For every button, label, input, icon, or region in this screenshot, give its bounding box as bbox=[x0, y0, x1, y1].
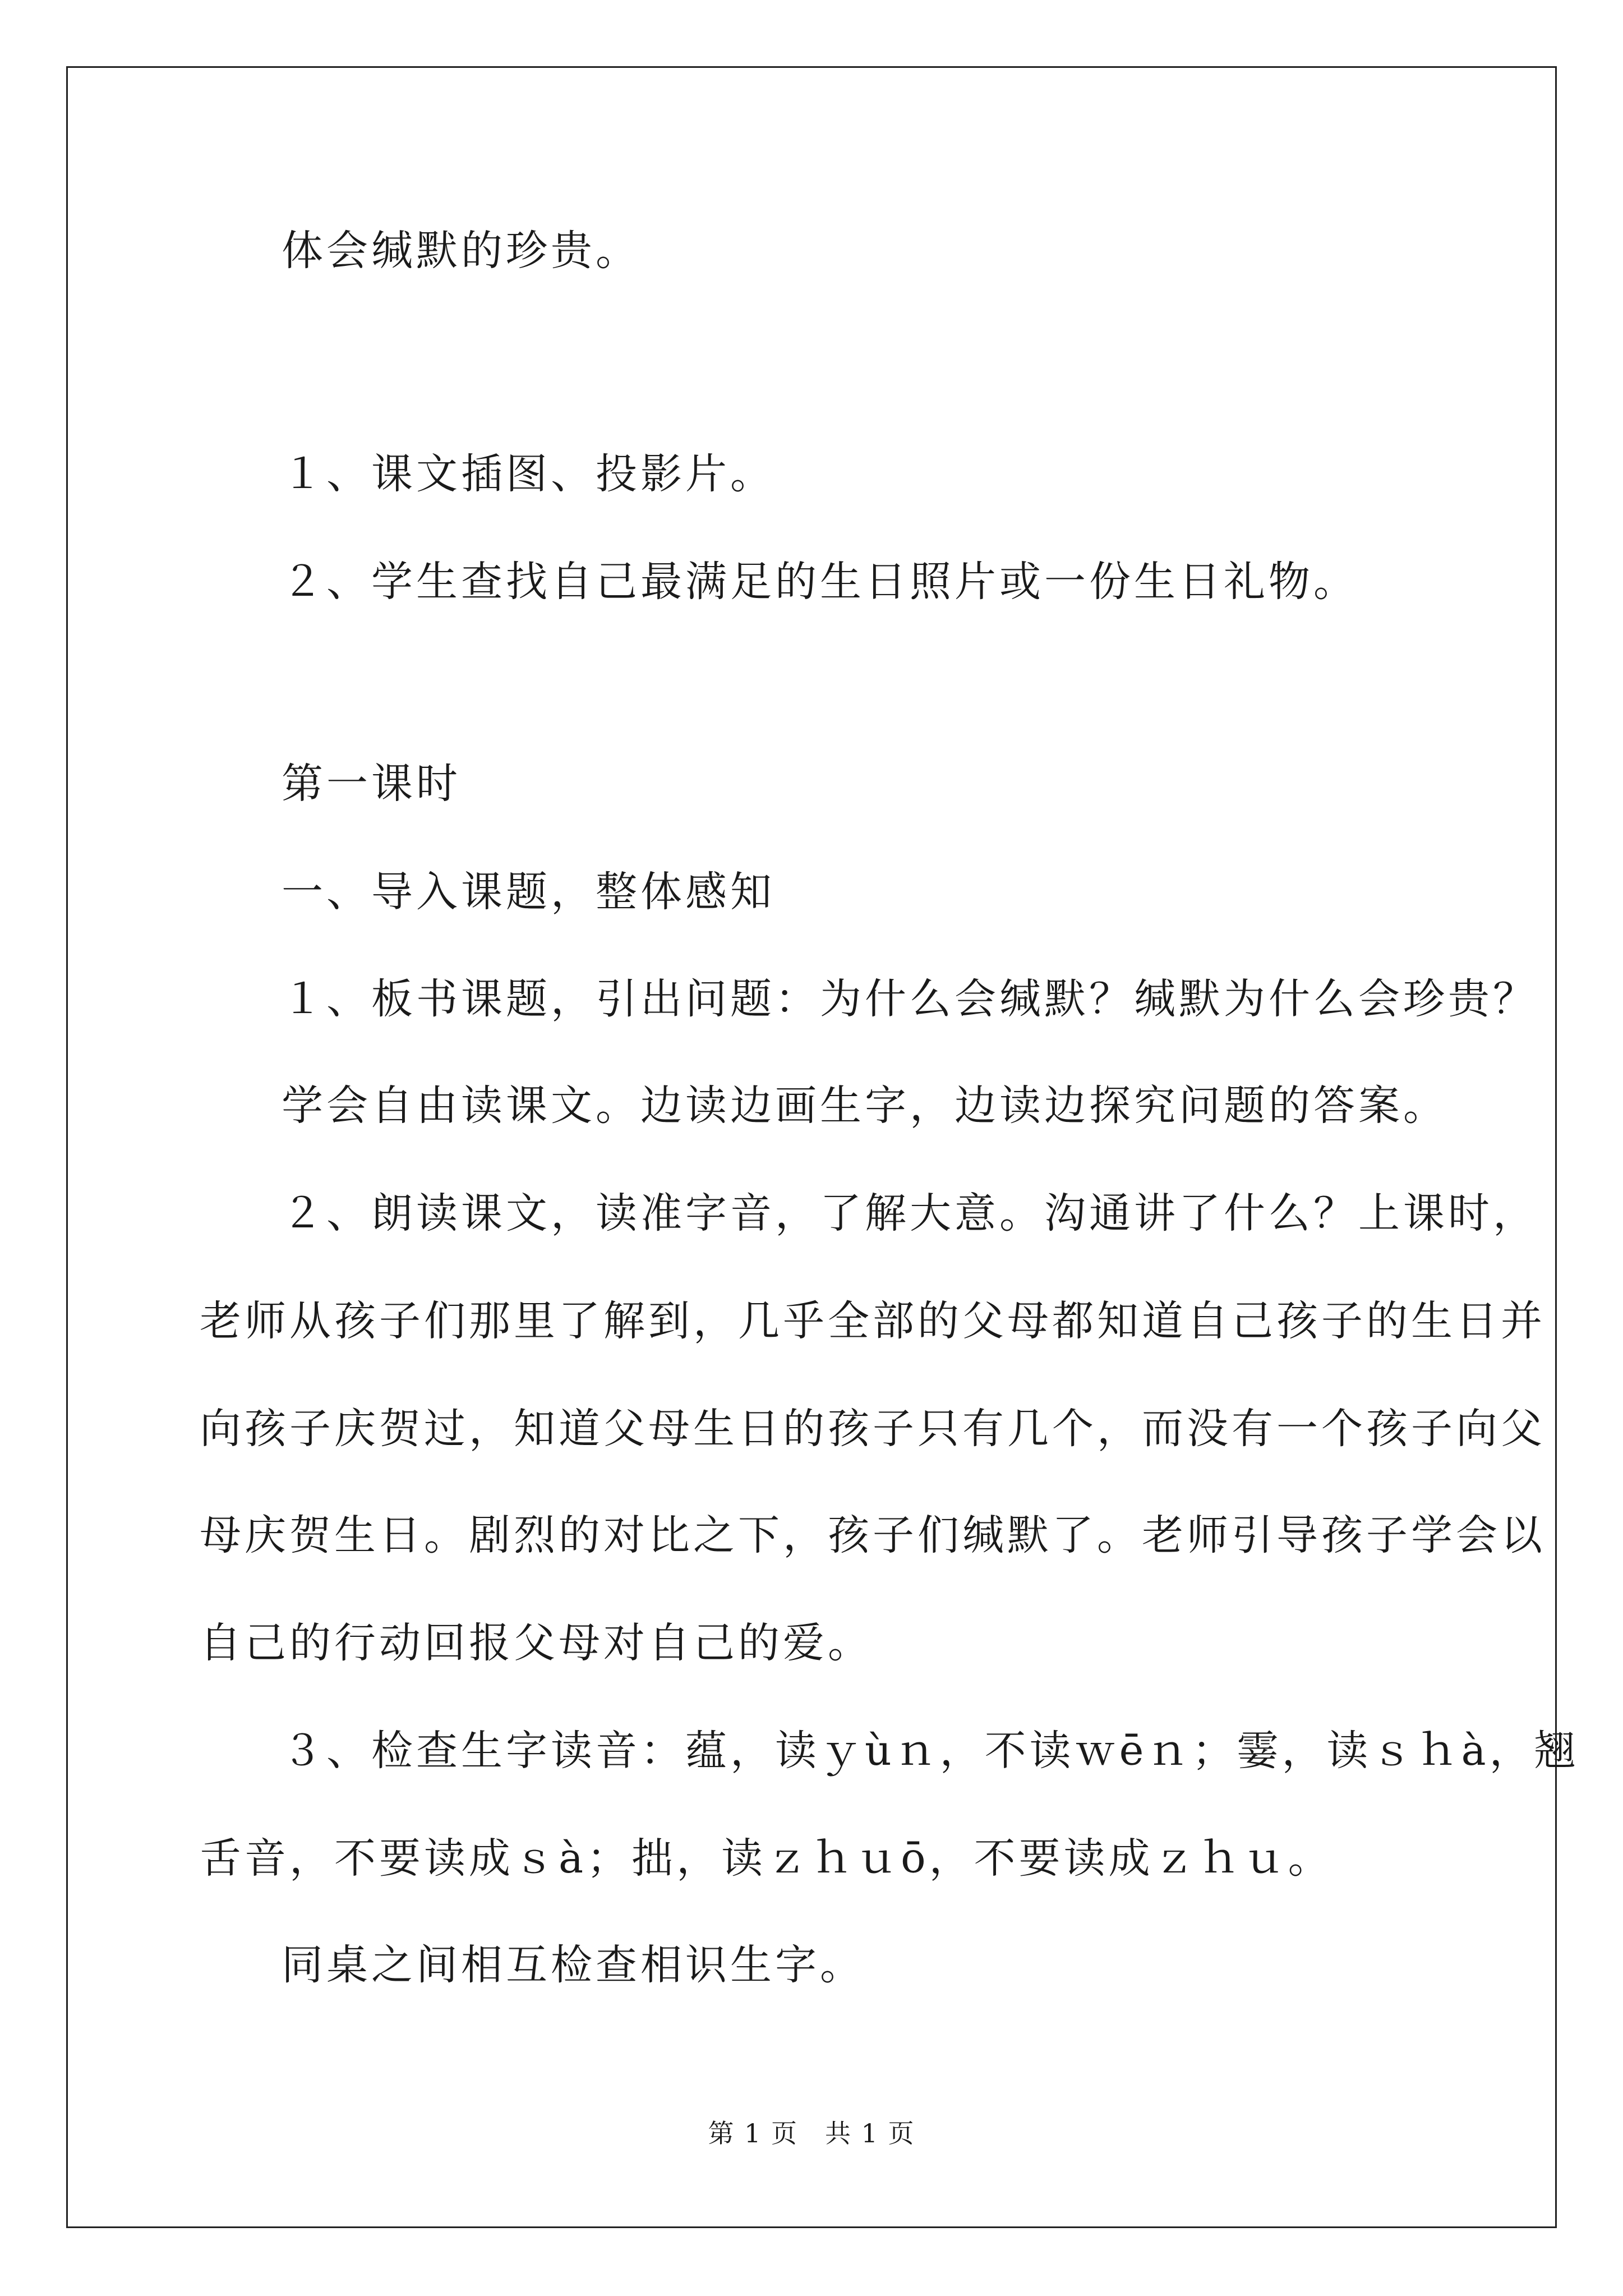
paragraph-text: ２、学生查找自己最满足的生日照片或一份生日礼物。 bbox=[282, 558, 1358, 606]
paragraph-text: 同桌之间相互检查相识生字。 bbox=[282, 1941, 865, 1989]
paragraph-text: 自己的行动回报父母对自己的爱。 bbox=[200, 1619, 873, 1667]
paragraph-text: 老师从孩子们那里了解到，几乎全部的父母都知道自己孩子的生日并 bbox=[200, 1297, 1546, 1345]
paragraph-text: 舌音，不要读成ｓà；拙，读ｚｈｕō，不要读成ｚｈｕ。 bbox=[200, 1834, 1333, 1883]
paragraph-text: 向孩子庆贺过，知道父母生日的孩子只有几个，而没有一个孩子向父 bbox=[200, 1405, 1546, 1453]
paragraph-text: 母庆贺生日。剧烈的对比之下，孩子们缄默了。老师引导孩子学会以 bbox=[200, 1511, 1546, 1559]
paragraph-text: １、课文插图、投影片。 bbox=[282, 450, 775, 498]
section-heading: 一、导入课题，整体感知 bbox=[282, 868, 775, 916]
paragraph-text: ３、检查生字读音：蕴，读ｙùｎ，不读ｗēｎ；霎，读ｓｈà，翘 bbox=[282, 1727, 1579, 1775]
paragraph-text: ２、朗读课文，读准字音，了解大意。沟通讲了什么？上课时， bbox=[282, 1189, 1538, 1237]
paragraph-text: １、板书课题，引出问题：为什么会缄默？缄默为什么会珍贵？ bbox=[282, 975, 1538, 1023]
paragraph-text: 体会缄默的珍贵。 bbox=[282, 227, 640, 275]
paragraph-text: 学会自由读课文。边读边画生字，边读边探究问题的答案。 bbox=[282, 1082, 1448, 1130]
section-heading: 第一课时 bbox=[282, 760, 461, 808]
page-border bbox=[66, 66, 1557, 2228]
page-footer: 第 1 页 共 1 页 bbox=[708, 2118, 915, 2148]
